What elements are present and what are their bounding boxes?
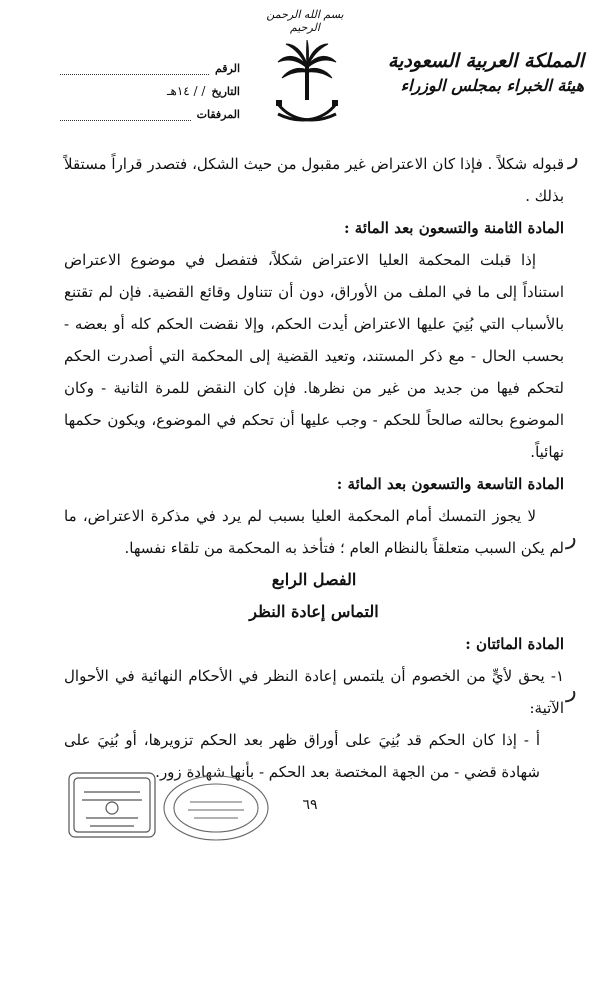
margin-mark: ر [566,525,577,550]
page-number: ٦٩ [302,797,318,813]
article-199-heading: المادة التاسعة والتسعون بعد المائة : [336,475,564,493]
attachments-line [60,108,191,121]
date-row [60,75,240,98]
margin-mark: ر [566,678,577,703]
clause-1: ١- يحق لأيٍّ من الخصوم أن يلتمس إعادة النظر في الأحكام النهائية في الأحوال الآتية: [64,667,564,717]
attachments-row [60,98,240,121]
title-line-1: المملكة العربية السعودية [387,50,584,72]
ref-row [60,52,240,75]
article-198-heading: المادة الثامنة والتسعون بعد المائة : [344,219,564,237]
article-200-heading: المادة المائتان : [465,635,564,653]
authority-title [364,48,584,98]
palm-swords-emblem-icon [272,40,342,130]
paragraph-2: إذا قبلت المحكمة العليا الاعتراض شكلاً، فتفصل في موضوع الاعتراض استناداً إلى ما في الملف من الأوراق، دون أن تتناول وقائع القضية. فإن لم تقتنع بالأسباب التي بُنِيَ عليها الاعتراض أيدت الحكم، وإلا نقضت الحكم كله أو بعضه - بحسب الحال - مع ذكر المستند، وتعيد القضية إلى المحكمة التي أصدرت الحكم لتحكم فيها من جديد من غير من نظرها. فإن كان النقض للمرة الثانية - وكان الموضوع بحالته صالحاً للحكم - وجب عليها أن تحكم في الموضوع، ويكون حكمها نهائياً. [64,251,564,461]
chapter-heading: الفصل الرابع [271,570,357,589]
margin-mark: ر [568,145,579,170]
round-seal-stamp-icon [160,772,272,844]
basmala: بسم الله الرحمن الرحيم [266,8,344,34]
reference-block [60,52,240,121]
ref-label: الرقم [214,62,240,75]
date-label: التاريخ [211,85,240,98]
ref-line [60,62,209,75]
date-value: / / ١٤هـ [166,84,206,98]
paragraph-1: قبوله شكلاً . فإذا كان الاعتراض غير مقبول من حيث الشكل، فتصدر قراراً مستقلاً بذلك . [64,155,564,205]
document-body [64,148,564,788]
official-seal-stamp-icon [66,770,158,840]
paragraph-3: لا يجوز التمسك أمام المحكمة العليا بسبب لم يرد في مذكرة الاعتراض، ما لم يكن السبب متعلقاً بالنظام العام ؛ فتأخذ به المحكمة من تلقاء نفسها. [64,507,564,557]
attachments-label: المرفقات [196,108,240,121]
chapter-title: التماس إعادة النظر [249,602,379,621]
title-line-2: هيئة الخبراء بمجلس الوزراء [400,76,584,95]
clause-1-a: أ - إذا كان الحكم قد بُنِيَ على أوراق ظهر بعد الحكم تزويرها، أو بُنِيَ على شهادة قضي - من الجهة المختصة بعد الحكم - بأنها شهادة زور. [64,731,540,781]
